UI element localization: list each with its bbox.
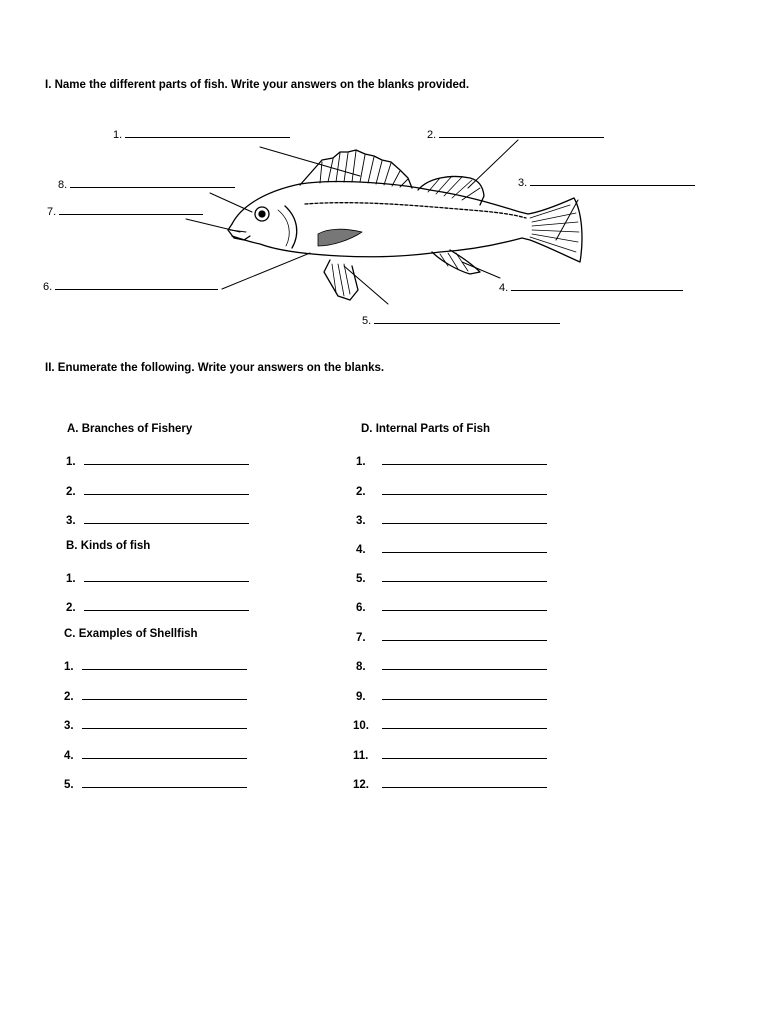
answer-blank[interactable] [84,512,249,524]
answer-blank-1[interactable] [125,126,290,138]
answer-blank[interactable] [82,747,247,759]
part-label-3: 3. [518,174,695,190]
answer-blank-2[interactable] [439,126,604,138]
answer-blank[interactable] [82,658,247,670]
answer-blank[interactable] [82,776,247,788]
answer-blank-4[interactable] [511,279,683,291]
group-d-item-2: 2. [356,483,547,499]
group-a-item-3: 3. [66,512,249,528]
group-c-item-2: 2. [64,688,247,704]
answer-blank-8[interactable] [70,176,235,188]
answer-blank-6[interactable] [55,278,218,290]
part2-heading: II. Enumerate the following. Write your answers on the blanks. [45,362,385,374]
answer-blank[interactable] [382,541,547,553]
group-d-item-4: 4. [356,541,547,557]
answer-blank[interactable] [84,599,249,611]
part1-heading: I. Name the different parts of fish. Write your answers on the blanks provided. [45,79,470,91]
answer-blank-5[interactable] [374,312,560,324]
gill-cover [285,206,297,248]
group-b-item-2: 2. [66,599,249,615]
group-d-item-11: 11. [353,747,547,763]
part-label-1: 1. [113,126,290,142]
group-d-item-6: 6. [356,599,547,615]
lateral-line [305,203,526,218]
answer-blank[interactable] [382,483,547,495]
group-b-title: B. Kinds of fish [66,540,151,552]
group-a-title: A. Branches of Fishery [67,423,193,435]
answer-blank[interactable] [382,717,547,729]
answer-blank[interactable] [84,453,249,465]
group-d-item-3: 3. [356,512,547,528]
group-a-item-1: 1. [66,453,249,469]
answer-blank[interactable] [382,512,547,524]
group-d-item-10: 10. [353,717,547,733]
answer-blank[interactable] [84,570,249,582]
group-a-item-2: 2. [66,483,249,499]
part-label-5: 5. [362,312,560,328]
answer-blank[interactable] [82,688,247,700]
answer-blank[interactable] [382,570,547,582]
answer-blank-3[interactable] [530,174,695,186]
group-d-item-7: 7. [356,629,547,645]
answer-blank[interactable] [382,599,547,611]
group-d-item-12: 12. [353,776,547,792]
group-d-item-9: 9. [356,688,547,704]
answer-blank[interactable] [382,658,547,670]
answer-blank[interactable] [382,688,547,700]
part-label-4: 4. [499,279,683,295]
group-c-item-5: 5. [64,776,247,792]
answer-blank[interactable] [382,453,547,465]
pectoral-fin [318,229,362,246]
group-d-item-5: 5. [356,570,547,586]
part-label-2: 2. [427,126,604,142]
group-c-item-4: 4. [64,747,247,763]
answer-blank-7[interactable] [59,203,203,215]
fish-body [232,182,582,262]
part-label-7: 7. [47,203,203,219]
part-label-6: 6. [43,278,218,294]
group-c-item-3: 3. [64,717,247,733]
group-d-title: D. Internal Parts of Fish [361,423,491,435]
answer-blank[interactable] [382,776,547,788]
group-c-item-1: 1. [64,658,247,674]
soft-dorsal-fin [418,177,484,206]
part-label-8: 8. [58,176,235,192]
group-d-item-1: 1. [356,453,547,469]
group-c-title: C. Examples of Shellfish [64,628,198,640]
answer-blank[interactable] [82,717,247,729]
answer-blank[interactable] [382,747,547,759]
group-d-item-8: 8. [356,658,547,674]
answer-blank[interactable] [84,483,249,495]
group-b-item-1: 1. [66,570,249,586]
answer-blank[interactable] [382,629,547,641]
